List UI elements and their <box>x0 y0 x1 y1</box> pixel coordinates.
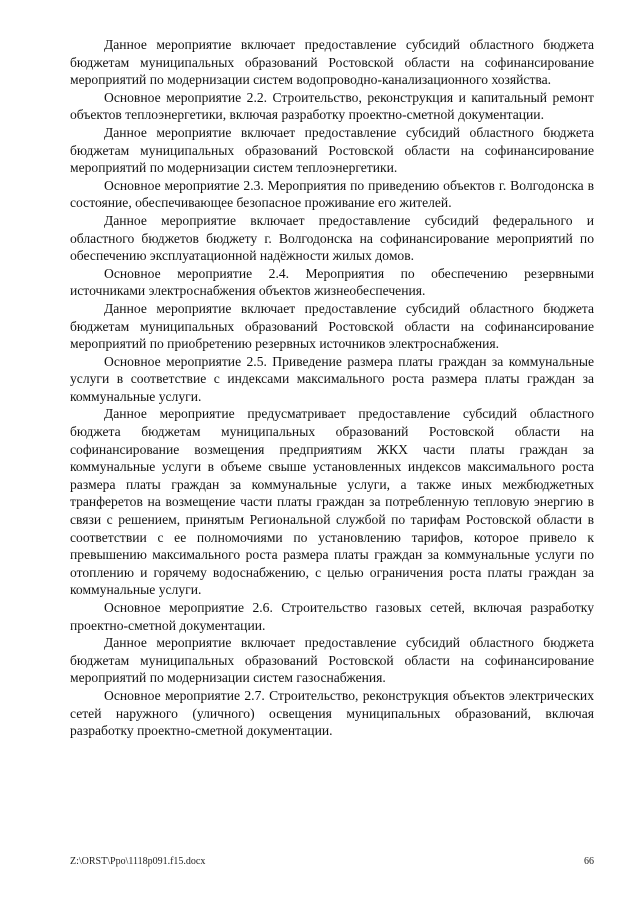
paragraph-2: Основное мероприятие 2.2. Строительство, реконструкция и капитальный ремонт объектов теплоэнергетики, включая разработку проектно-сметной документации. <box>70 89 594 123</box>
document-body <box>70 36 594 740</box>
paragraph-1: Данное мероприятие включает предоставление субсидий областного бюджета бюджетам муниципальных образований Ростовской области на софинансирование мероприятий по модернизации систем водопроводно-канализационного хозяйства. <box>70 37 594 88</box>
paragraph-3: Данное мероприятие включает предоставление субсидий областного бюджета бюджетам муниципальных образований Ростовской области на софинансирование мероприятий по модернизации систем теплоэнергетики. <box>70 124 594 176</box>
paragraph-9: Данное мероприятие предусматривает предоставление субсидий областного бюджета бюджетам муниципальных образований Ростовской области на софинансирование возмещения предприятиям ЖКХ части платы граждан за коммунальные услуги в объеме свыше установленных индексов максимального роста размера платы граждан за коммунальные услуги, а также иных межбюджетных транферетов на возмещение части платы граждан за потребленную тепловую энергию в связи с решением, принятым Региональной службой по тарифам Ростовской области в соответствии с ее полномочиями по установлению тарифов, которое привело к превышению максимального роста размера платы граждан за коммунальные услуги по отоплению и горячему водоснабжению, с целью ограничения роста платы граждан за коммунальные услуги. <box>70 406 594 598</box>
paragraph-7: Данное мероприятие включает предоставление субсидий областного бюджета бюджетам муниципальных образований Ростовской области на софинансирование мероприятий по приобретению резервных источников электроснабжения. <box>70 300 594 352</box>
paragraph-12: Основное мероприятие 2.7. Строительство, реконструкция объектов электрических сетей наружного (уличного) освещения муниципальных образований, включая разработку проектно-сметной документации. <box>70 687 594 739</box>
paragraph-5: Данное мероприятие включает предоставление субсидий федерального и областного бюджетов бюджету г. Волгодонска на софинансирование мероприятий по обеспечению эксплуатационной надёжности жилых домов. <box>70 212 594 264</box>
paragraph-11: Данное мероприятие включает предоставление субсидий областного бюджета бюджетам муниципальных образований Ростовской области на софинансирование мероприятий по модернизации систем газоснабжения. <box>70 635 594 686</box>
footer-page-number: 66 <box>584 856 594 867</box>
paragraph-6: Основное мероприятие 2.4. Мероприятия по обеспечению резервными источниками электроснабжения объектов жизнеобеспечения. <box>70 265 594 299</box>
paragraph-10: Основное мероприятие 2.6. Строительство газовых сетей, включая разработку проектно-сметной документации. <box>70 600 594 633</box>
paragraph-8: Основное мероприятие 2.5. Приведение размера платы граждан за коммунальные услуги в соответствие с индексами максимального роста размера платы граждан за коммунальные услуги. <box>70 353 594 404</box>
footer-file-path: Z:\ORST\Ppo\1118p091.f15.docx <box>70 856 206 867</box>
paragraph-4: Основное мероприятие 2.3. Мероприятия по приведению объектов г. Волгодонска в состояние, обеспечивающее безопасное проживание его жителей. <box>70 177 594 211</box>
